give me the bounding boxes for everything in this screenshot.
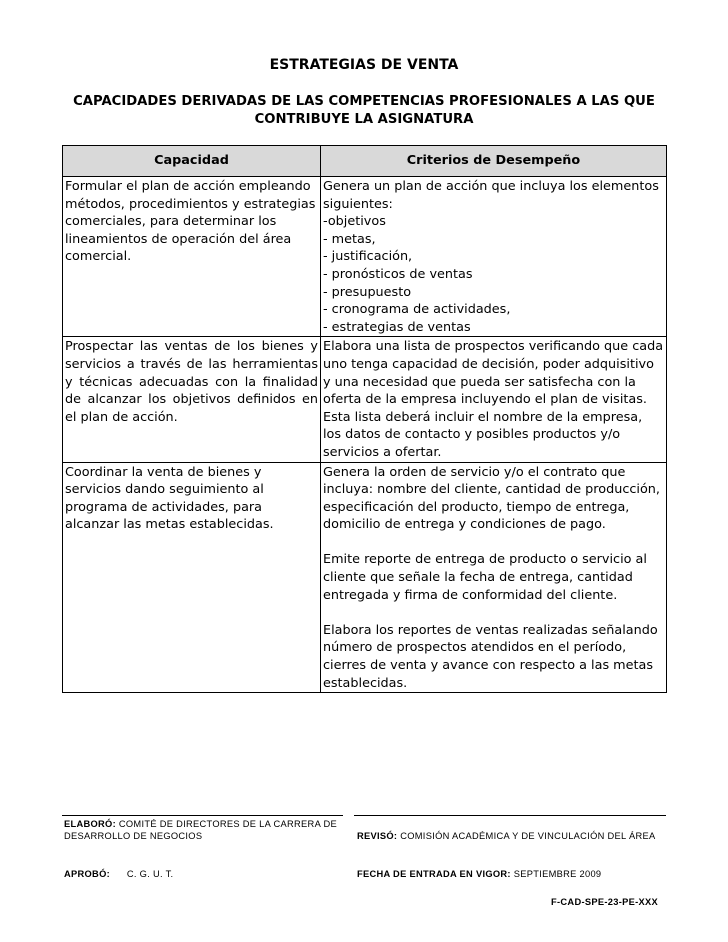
criterio-line: - estrategias de ventas: [323, 319, 471, 335]
column-header-capacidad: Capacidad: [63, 146, 321, 177]
criterio-line: -objetivos: [323, 214, 386, 230]
column-header-criterios: Criterios de Desempeño: [321, 146, 667, 177]
criterio-paragraph: Elabora los reportes de ventas realizadas señalando número de prospectos atendidos en el período, cierres de venta y avance con respecto a las metas establecidas.: [323, 622, 658, 691]
reviso-label: REVISÓ:: [357, 831, 398, 841]
criterios-cell: [321, 177, 667, 337]
aprobo-label: APROBÓ:: [64, 869, 111, 879]
capacidad-cell: Prospectar las ventas de los bienes y servicios a través de las herramientas y técnicas adecuadas con la finalidad de alcanzar los objetivos definidos en el plan de acción.: [63, 337, 321, 462]
competencies-table: [62, 145, 667, 693]
criterio-paragraph: Emite reporte de entrega de producto o servicio al cliente que señale la fecha de entrega, cantidad entregada y firma de conformidad del cliente.: [323, 552, 647, 603]
criterio-line: - justificación,: [323, 249, 413, 265]
table-row: [63, 462, 667, 693]
footer-divider-left: [62, 815, 343, 816]
criterio-line: - pronósticos de ventas: [323, 266, 473, 282]
criterio-line: - cronograma de actividades,: [323, 302, 511, 318]
criterio-paragraph: Elabora una lista de prospectos verificando que cada uno tenga capacidad de decisión, poder adquisitivo y una necesidad que pueda ser satisfecha con la oferta de la empresa incluyendo el plan de visitas. Esta lista deberá incluir el nombre de la empresa, los datos de contacto y posibles productos y/o servicios a ofertar.: [323, 339, 664, 460]
reviso-value: COMISIÓN ACADÉMICA Y DE VINCULACIÓN DEL ÁREA: [400, 831, 656, 841]
elaboro-value: COMITÉ DE DIRECTORES DE LA CARRERA DE DESARROLLO DE NEGOCIOS: [64, 819, 337, 841]
footer-reviso: [357, 830, 667, 842]
criterio-paragraph: Genera la orden de servicio y/o el contrato que incluya: nombre del cliente, cantidad de producción, especificación del producto, tiempo de entrega, domicilio de entrega y condiciones de pago.: [323, 464, 660, 533]
form-code: F-CAD-SPE-23-PE-XXX: [551, 897, 658, 907]
capacidad-cell: Formular el plan de acción empleando métodos, procedimientos y estrategias comerciales, para determinar los lineamientos de operación del área comercial.: [63, 177, 321, 337]
criterio-line: Genera un plan de acción que incluya los elementos siguientes:: [323, 179, 659, 212]
aprobo-value: C. G. U. T.: [126, 869, 174, 879]
footer-divider-right: [354, 815, 666, 816]
table-row: [63, 177, 667, 337]
criterios-cell: [321, 462, 667, 693]
footer-vigor: [357, 868, 667, 880]
elaboro-label: ELABORÓ:: [64, 819, 116, 829]
vigor-label: FECHA DE ENTRADA EN VIGOR:: [357, 869, 511, 879]
vigor-value: SEPTIEMBRE 2009: [513, 869, 602, 879]
capacidad-cell: Coordinar la venta de bienes y servicios dando seguimiento al programa de actividades, para alcanzar las metas establecidas.: [63, 462, 321, 693]
subtitle-line-2: CONTRIBUYE LA ASIGNATURA: [254, 112, 474, 127]
table-header-row: [63, 146, 667, 177]
document-title: ESTRATEGIAS DE VENTA: [269, 57, 459, 73]
section-subtitle: [62, 93, 666, 129]
criterio-line: - metas,: [323, 231, 376, 247]
table-row: [63, 337, 667, 462]
subtitle-line-1: CAPACIDADES DERIVADAS DE LAS COMPETENCIAS PROFESIONALES A LAS QUE: [73, 94, 655, 109]
criterios-cell: [321, 337, 667, 462]
footer-aprobo: [64, 868, 349, 880]
footer-elaboro: [64, 818, 349, 842]
criterio-line: - presupuesto: [323, 284, 412, 300]
